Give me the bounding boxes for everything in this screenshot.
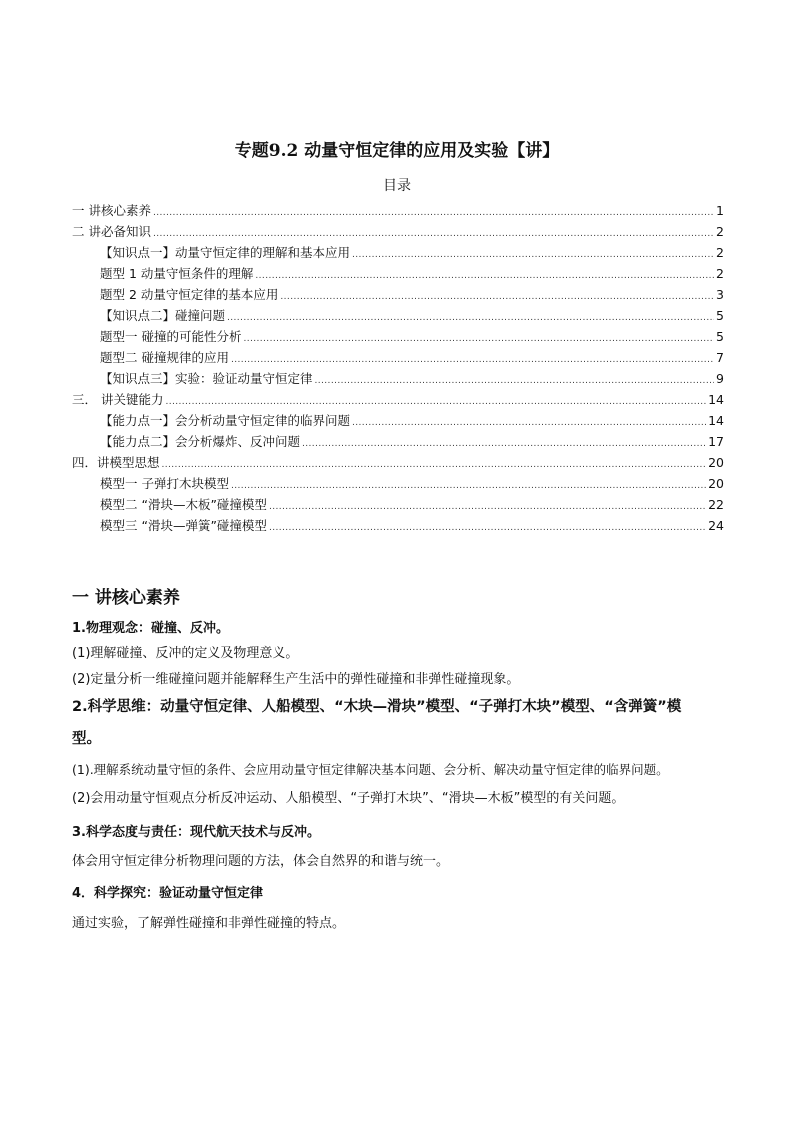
document-title: 专题9.2 动量守恒定律的应用及实验【讲】: [234, 141, 560, 161]
toc-entry-title: 三． 讲关键能力: [72, 392, 164, 407]
table-of-contents: [72, 200, 724, 536]
toc-entry[interactable]: [72, 221, 724, 242]
toc-entry[interactable]: [72, 347, 724, 368]
toc-dot-leader: [165, 394, 706, 410]
section-heading: 一 讲核心素养: [72, 588, 180, 608]
scientific-thinking-label-line2: 型。: [72, 731, 101, 747]
toc-entry[interactable]: [72, 431, 724, 452]
toc-entry[interactable]: [72, 452, 724, 473]
toc-entry[interactable]: [72, 473, 724, 494]
toc-dot-leader: [352, 415, 706, 431]
toc-entry-title: 【知识点三】实验：验证动量守恒定律: [100, 371, 313, 386]
toc-entry[interactable]: [72, 368, 724, 389]
toc-entry-title: 题型二 碰撞规律的应用: [100, 350, 229, 365]
scientific-thinking-item-1: (1).理解系统动量守恒的条件、会应用动量守恒定律解决基本问题、会分析、解决动量守恒定律的临界问题。: [72, 762, 669, 777]
toc-dot-leader: [231, 352, 714, 368]
toc-page-number: 14: [708, 392, 724, 407]
toc-dot-leader: [227, 310, 714, 326]
toc-entry[interactable]: [72, 410, 724, 431]
toc-entry-title: 【能力点一】会分析动量守恒定律的临界问题: [100, 413, 351, 428]
scientific-thinking-label-line1: 2.科学思维：动量守恒定律、人船模型、“木块—滑块”模型、“子弹打木块”模型、“含弹簧”模: [72, 699, 682, 715]
toc-entry-title: 一 讲核心素养: [72, 203, 151, 218]
toc-entry-title: 四．讲模型思想: [72, 455, 160, 470]
toc-heading: 目录: [383, 178, 411, 194]
toc-entry-title: 题型 2 动量守恒定律的基本应用: [100, 287, 279, 302]
inquiry-text: 通过实验，了解弹性碰撞和非弹性碰撞的特点。: [72, 916, 346, 931]
toc-entry-title: 【知识点一】动量守恒定律的理解和基本应用: [100, 245, 351, 260]
toc-entry-title: 模型三 “滑块—弹簧”碰撞模型: [100, 518, 267, 533]
toc-page-number: 5: [716, 329, 724, 344]
toc-dot-leader: [243, 331, 714, 347]
toc-page-number: 14: [708, 413, 724, 428]
toc-entry[interactable]: [72, 389, 724, 410]
toc-entry[interactable]: [72, 263, 724, 284]
toc-dot-leader: [153, 226, 714, 242]
toc-entry-title: 【知识点二】碰撞问题: [100, 308, 226, 323]
toc-page-number: 20: [708, 476, 724, 491]
inquiry-label: 4．科学探究：验证动量守恒定律: [72, 886, 264, 901]
toc-page-number: 17: [708, 434, 724, 449]
toc-dot-leader: [315, 373, 714, 389]
toc-dot-leader: [255, 268, 714, 284]
toc-dot-leader: [280, 289, 714, 305]
toc-dot-leader: [269, 520, 706, 536]
attitude-text: 体会用守恒定律分析物理问题的方法，体会自然界的和谐与统一。: [72, 854, 450, 869]
toc-page-number: 7: [716, 350, 724, 365]
toc-page-number: 1: [716, 203, 724, 218]
toc-dot-leader: [153, 205, 714, 221]
scientific-thinking-item-2: (2)会用动量守恒观点分析反冲运动、人船模型、“子弹打木块”、“滑块—木板”模型的有关问题。: [72, 791, 625, 806]
toc-dot-leader: [352, 247, 714, 263]
toc-entry[interactable]: [72, 284, 724, 305]
toc-entry[interactable]: [72, 494, 724, 515]
toc-page-number: 5: [716, 308, 724, 323]
toc-page-number: 24: [708, 518, 724, 533]
toc-entry[interactable]: [72, 200, 724, 221]
toc-page-number: 2: [716, 266, 724, 281]
toc-entry-title: 题型 1 动量守恒条件的理解: [100, 266, 254, 281]
toc-entry-title: 题型一 碰撞的可能性分析: [100, 329, 242, 344]
toc-entry-title: 二 讲必备知识: [72, 224, 151, 239]
toc-entry[interactable]: [72, 305, 724, 326]
physics-concept-item-1: (1)理解碰撞、反冲的定义及物理意义。: [72, 646, 299, 661]
toc-page-number: 3: [716, 287, 724, 302]
toc-page-number: 9: [716, 371, 724, 386]
toc-page-number: 2: [716, 224, 724, 239]
toc-page-number: 2: [716, 245, 724, 260]
toc-dot-leader: [231, 478, 706, 494]
toc-entry-title: 模型二 “滑块—木板”碰撞模型: [100, 497, 267, 512]
toc-dot-leader: [162, 457, 707, 473]
toc-entry[interactable]: [72, 326, 724, 347]
physics-concept-item-2: (2)定量分析一维碰撞问题并能解释生产生活中的弹性碰撞和非弹性碰撞现象。: [72, 672, 520, 687]
toc-entry-title: 模型一 子弹打木块模型: [100, 476, 229, 491]
toc-page-number: 20: [708, 455, 724, 470]
toc-entry[interactable]: [72, 515, 724, 536]
toc-entry[interactable]: [72, 242, 724, 263]
attitude-label: 3.科学态度与责任：现代航天技术与反冲。: [72, 825, 320, 840]
physics-concept-label: 1.物理观念：碰撞、反冲。: [72, 621, 229, 636]
toc-dot-leader: [302, 436, 706, 452]
toc-entry-title: 【能力点二】会分析爆炸、反冲问题: [100, 434, 301, 449]
toc-page-number: 22: [708, 497, 724, 512]
toc-dot-leader: [269, 499, 706, 515]
